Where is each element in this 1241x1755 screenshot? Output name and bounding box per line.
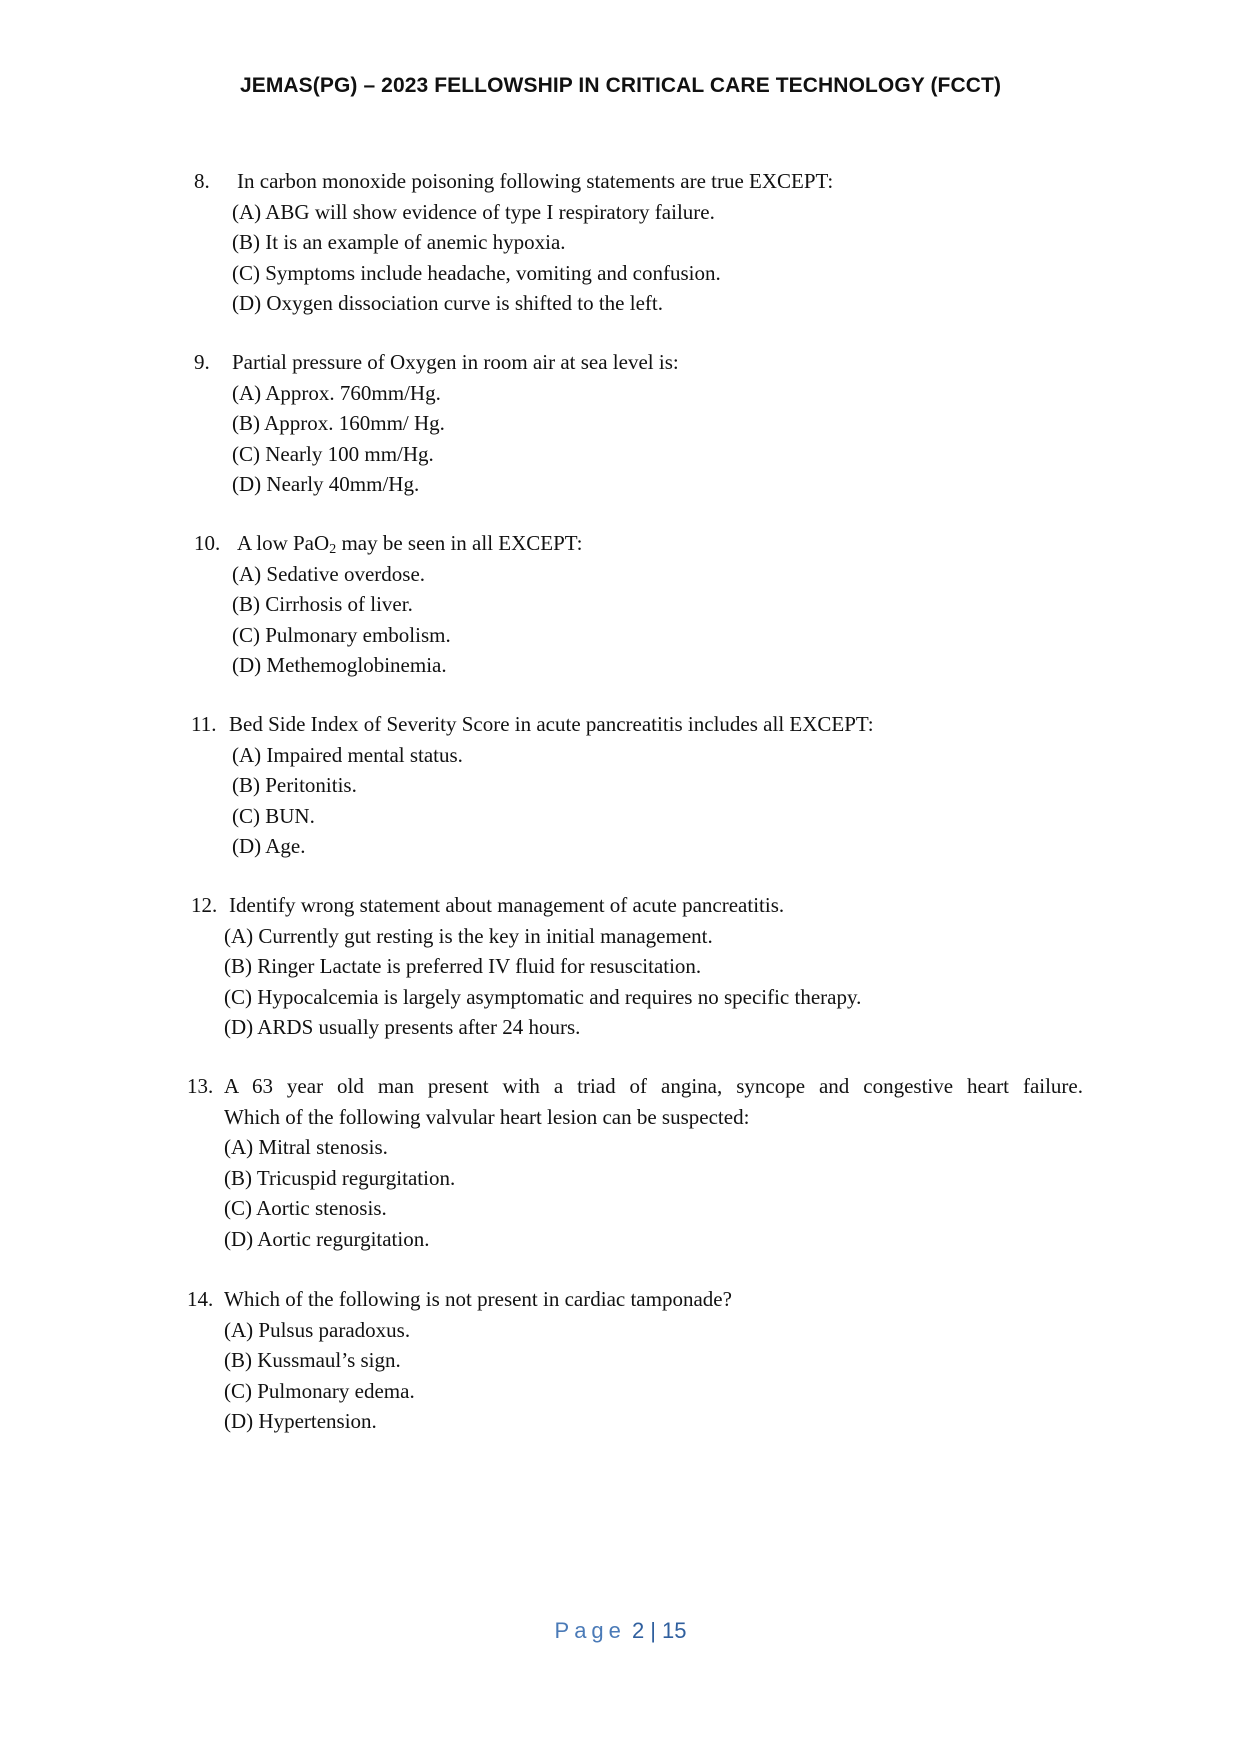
option-d: (D) Age. [232,834,306,858]
question-13 [187,1071,1083,1254]
question-text: Bed Side Index of Severity Score in acute pancreatitis includes all EXCEPT: [229,712,874,736]
question-10 [194,528,582,681]
option-a: (A) Impaired mental status. [232,742,463,767]
page-label: Page [554,1618,626,1643]
option-a: (A) Sedative overdose. [232,561,426,586]
option-c: (C) BUN. [232,803,315,828]
option-b: (B) Ringer Lactate is preferred IV fluid for resuscitation. [224,954,702,978]
option-b: (B) Approx. 160mm/ Hg. [232,411,445,435]
option-d: (D) Aortic regurgitation. [224,1226,430,1251]
question-14 [187,1284,732,1437]
total-pages-number: 15 [662,1618,687,1643]
option-a: (A) ABG will show evidence of type I respiratory failure. [232,199,715,224]
option-b: (B) Peritonitis. [232,773,357,797]
question-number: 8. [194,169,210,193]
question-text: A 63 year old man present with a triad of angina, syncope and congestive heart failure. [224,1074,1083,1098]
option-c: (C) Symptoms include headache, vomiting and confusion. [232,260,721,285]
page-separator: | [650,1618,656,1643]
option-d: (D) Hypertension. [224,1409,377,1433]
option-c: (C) Nearly 100 mm/Hg. [232,441,434,466]
option-d: (D) Nearly 40mm/Hg. [232,472,420,496]
question-text: Identify wrong statement about management of acute pancreatitis. [229,893,785,917]
option-b: (B) Kussmaul’s sign. [224,1348,401,1372]
option-a: (A) Mitral stenosis. [224,1135,388,1159]
question-text: In carbon monoxide poisoning following statements are true EXCEPT: [237,169,834,193]
question-text: Partial pressure of Oxygen in room air at sea level is: [232,350,679,374]
page-footer [0,1618,1241,1644]
question-text [237,528,582,559]
question-9 [194,347,679,500]
question-number: 11. [191,712,217,736]
question-text-part: may be seen in all EXCEPT: [336,531,583,555]
question-text-part: A low PaO [237,531,330,555]
option-a: (A) Pulsus paradoxus. [224,1317,411,1342]
option-c: (C) Pulmonary edema. [224,1378,415,1403]
option-d: (D) Oxygen dissociation curve is shifted to the left. [232,291,663,315]
option-b: (B) It is an example of anemic hypoxia. [232,230,566,254]
subscript-2: 2 [329,542,337,557]
question-number: 14. [187,1287,214,1311]
question-11 [191,709,874,862]
page-header-title: JEMAS(PG) – 2023 FELLOWSHIP IN CRITICAL CARE TECHNOLOGY (FCCT) [239,74,1002,97]
option-b: (B) Cirrhosis of liver. [232,592,413,616]
option-a: (A) Approx. 760mm/Hg. [232,380,441,405]
option-b: (B) Tricuspid regurgitation. [224,1165,456,1190]
option-d: (D) ARDS usually presents after 24 hours. [224,1015,581,1039]
question-8 [194,166,833,319]
option-a: (A) Currently gut resting is the key in initial management. [224,923,713,948]
question-number: 13. [187,1074,214,1098]
option-d: (D) Methemoglobinemia. [232,653,447,677]
question-text-continued: Which of the following valvular heart lesion can be suspected: [224,1104,750,1129]
option-c: (C) Pulmonary embolism. [232,622,451,647]
question-number: 10. [194,531,221,555]
question-number: 9. [194,350,210,374]
question-12 [191,890,861,1043]
current-page-number: 2 [632,1618,645,1643]
question-text: Which of the following is not present in cardiac tamponade? [224,1287,732,1311]
option-c: (C) Hypocalcemia is largely asymptomatic and requires no specific therapy. [224,984,862,1009]
question-number: 12. [191,893,218,917]
option-c: (C) Aortic stenosis. [224,1196,387,1220]
